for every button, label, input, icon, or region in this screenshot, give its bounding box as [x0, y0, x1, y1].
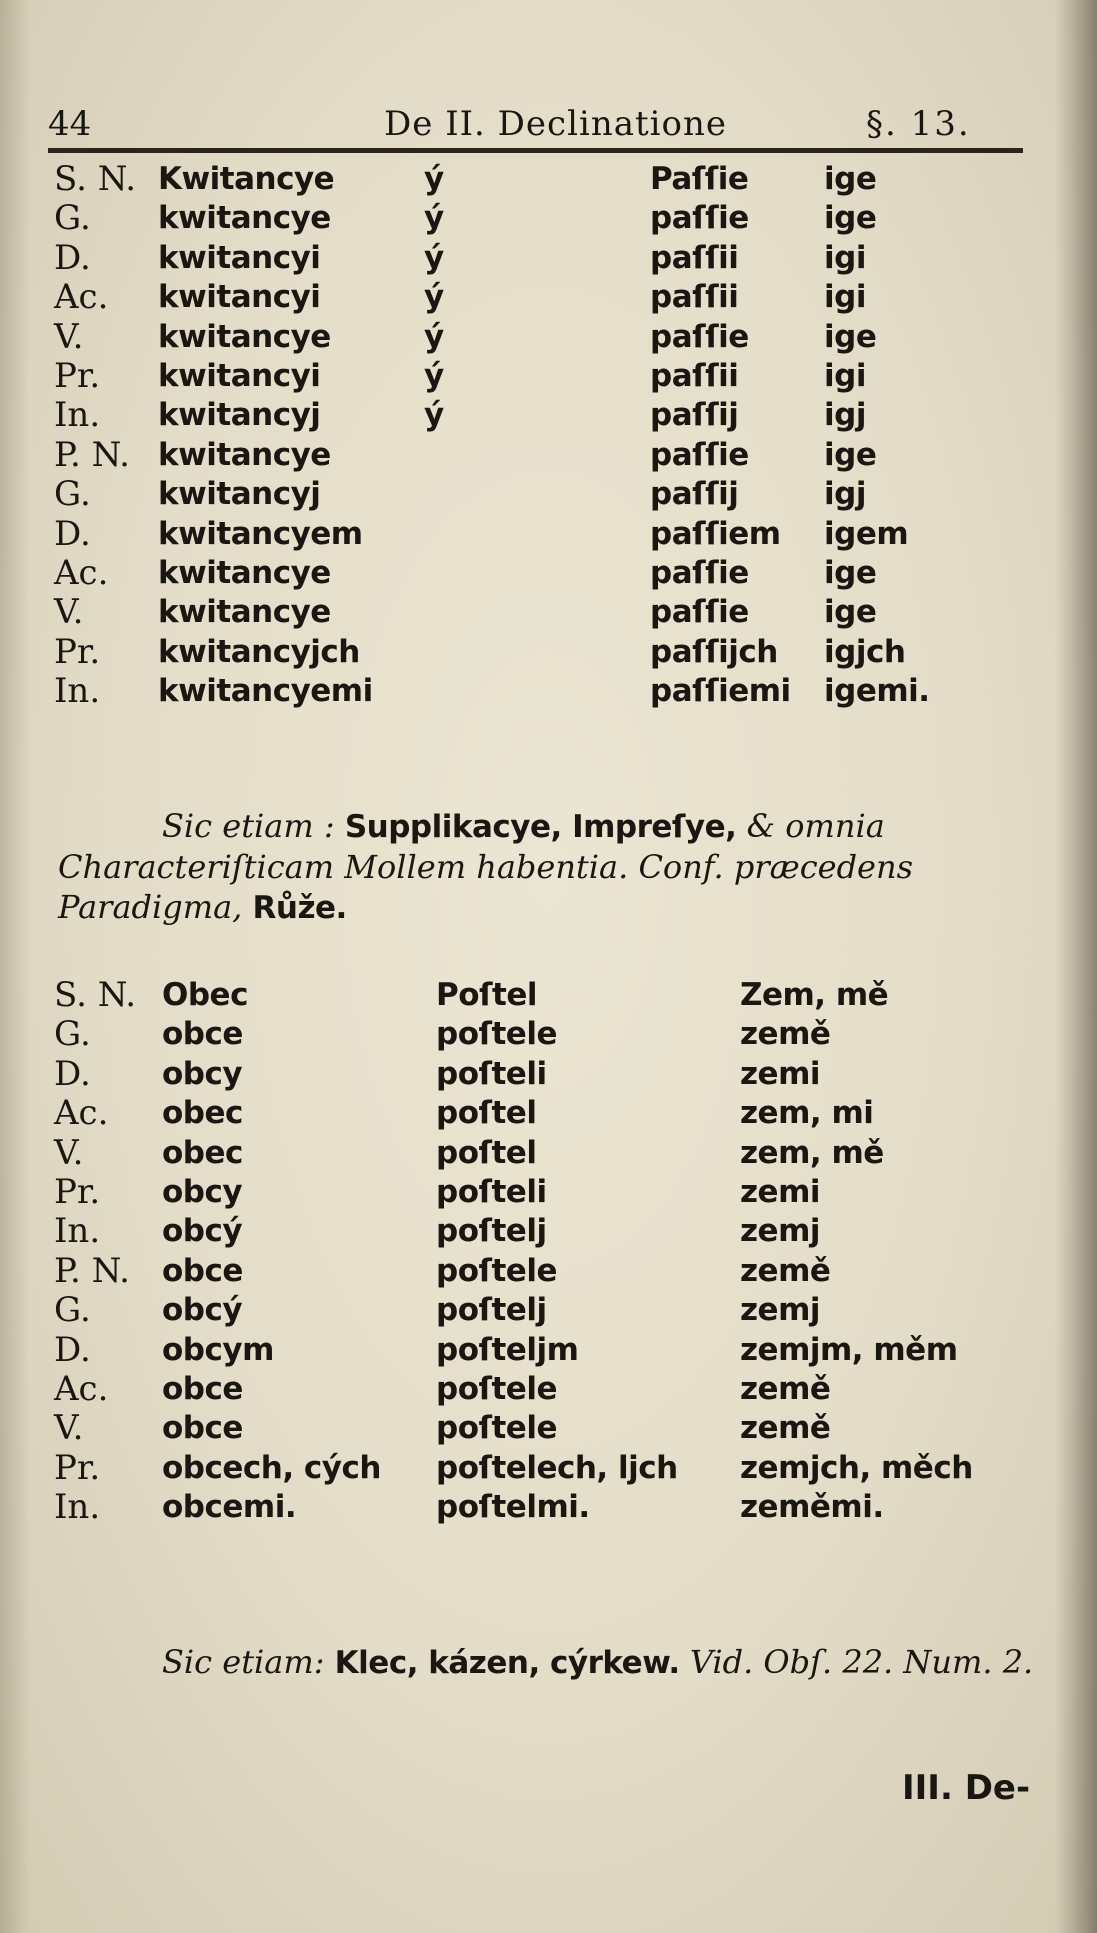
note-example-words: Klec, kázen, cýrkew. — [334, 1645, 680, 1681]
table-row — [50, 1370, 1010, 1409]
form-postel: poſtelech, ljch — [436, 1449, 678, 1486]
form-obec: obce — [162, 1410, 243, 1447]
table-row — [50, 1449, 1010, 1488]
table-row — [50, 1291, 1010, 1330]
table-row — [50, 357, 1010, 396]
form-passie: paſſii — [650, 239, 739, 276]
form-zem: zeměmi. — [740, 1489, 884, 1526]
form-postel: poſtele — [436, 1370, 557, 1407]
form-postel: poſtel — [436, 1095, 537, 1132]
case-label: Pr. — [54, 1171, 101, 1212]
form-passie: paſſijch — [650, 633, 778, 670]
form-obec: obec — [162, 1095, 243, 1132]
form-kwitancye: kwitancye — [158, 200, 331, 237]
table-row — [50, 672, 1010, 711]
page-edge-shadow — [1055, 0, 1097, 1933]
table-row — [50, 1015, 1010, 1054]
catchword: III. De- — [902, 1768, 1031, 1808]
form-ending-ige: ige — [824, 318, 877, 355]
case-label: Pr. — [54, 1447, 101, 1488]
table-row — [50, 1212, 1010, 1251]
form-obec: obce — [162, 1252, 243, 1289]
form-passie: paſſij — [650, 476, 739, 513]
form-obec: obcý — [162, 1292, 243, 1329]
form-kwitancye: kwitancye — [158, 554, 331, 591]
case-label: Pr. — [54, 355, 101, 396]
form-zem: země — [740, 1410, 831, 1447]
form-kwitancye: kwitancyi — [158, 239, 321, 276]
case-label: Ac. — [54, 277, 109, 318]
form-ending-ige: igi — [824, 357, 866, 394]
case-label: In. — [54, 671, 101, 712]
form-obec: obcý — [162, 1213, 243, 1250]
form-zem: zemi — [740, 1173, 820, 1210]
case-label: D. — [54, 1329, 91, 1370]
form-zem: zemj — [740, 1292, 820, 1329]
form-zem: zem, mě — [740, 1134, 884, 1171]
table-row — [50, 1055, 1010, 1094]
form-ending-ige: ige — [824, 436, 877, 473]
table-row — [50, 1409, 1010, 1448]
note-lead: Sic etiam: — [162, 1643, 325, 1681]
case-label: V. — [54, 316, 84, 357]
form-postel: poſtelmi. — [436, 1489, 590, 1526]
form-kwitancye: kwitancyem — [158, 515, 363, 552]
form-postel: poſtele — [436, 1016, 557, 1053]
header-rule — [48, 148, 1023, 153]
form-zem: zemj — [740, 1213, 820, 1250]
case-label: G. — [54, 1014, 91, 1055]
form-ending-y: ý — [424, 200, 444, 237]
table-row — [50, 1094, 1010, 1133]
note-lead: Sic etiam : — [162, 807, 335, 845]
form-kwitancye: kwitancyi — [158, 279, 321, 316]
form-obec: obec — [162, 1134, 243, 1171]
case-label: P. N. — [54, 434, 130, 475]
running-head-title: De II. Declinatione — [384, 104, 728, 144]
note-example-word: Růže. — [252, 890, 347, 926]
paradigm-table-obec — [50, 976, 1010, 1527]
table-row — [50, 1488, 1010, 1527]
note-sic-etiam-1 — [58, 806, 1038, 928]
form-zem: Zem, mě — [740, 977, 889, 1013]
case-label: Pr. — [54, 631, 101, 672]
form-postel: poſtele — [436, 1410, 557, 1447]
case-label: P. N. — [54, 1250, 130, 1291]
form-postel: poſteljm — [436, 1331, 579, 1368]
form-postel: Poſtel — [436, 977, 537, 1013]
table-row — [50, 475, 1010, 514]
form-zem: zemjm, měm — [740, 1331, 958, 1368]
table-row — [50, 554, 1010, 593]
form-obec: obcemi. — [162, 1489, 297, 1526]
form-zem: země — [740, 1370, 831, 1407]
page-gutter-shadow — [0, 0, 30, 1933]
case-label: In. — [54, 1487, 101, 1528]
form-passie: paſſii — [650, 279, 739, 316]
form-passie: paſſie — [650, 554, 749, 591]
form-passie: paſſie — [650, 200, 749, 237]
table-row — [50, 1252, 1010, 1291]
form-zem: zem, mi — [740, 1095, 874, 1132]
form-ending-ige: igemi. — [824, 673, 930, 710]
form-zem: zemjch, měch — [740, 1449, 973, 1486]
case-label: V. — [54, 1408, 84, 1449]
table-row — [50, 593, 1010, 632]
table-row — [50, 1173, 1010, 1212]
form-kwitancye: Kwitancye — [158, 161, 335, 197]
form-obec: obcym — [162, 1331, 274, 1368]
form-passie: Paſſie — [650, 161, 749, 197]
form-passie: paſſii — [650, 357, 739, 394]
form-passie: paſſie — [650, 436, 749, 473]
form-kwitancye: kwitancyi — [158, 357, 321, 394]
page-number: 44 — [48, 104, 92, 144]
case-label: V. — [54, 1132, 84, 1173]
form-ending-ige: ige — [824, 554, 877, 591]
section-marker: §. 13. — [866, 104, 971, 144]
case-label: G. — [54, 474, 91, 515]
table-row — [50, 318, 1010, 357]
form-zem: země — [740, 1252, 831, 1289]
table-row — [50, 436, 1010, 475]
form-ending-y: ý — [424, 397, 444, 434]
note-text: & omnia Characteriſticam Mollem habentia. Conf. præcedens Paradigma, — [58, 807, 914, 926]
form-postel: poſtele — [436, 1252, 557, 1289]
case-label: G. — [54, 1290, 91, 1331]
form-kwitancye: kwitancyemi — [158, 673, 373, 710]
form-ending-ige: igem — [824, 515, 909, 552]
form-ending-ige: ige — [824, 594, 877, 631]
form-obec: obce — [162, 1370, 243, 1407]
form-passie: paſſie — [650, 318, 749, 355]
case-label: Ac. — [54, 552, 109, 593]
form-postel: poſtel — [436, 1134, 537, 1171]
case-label: Ac. — [54, 1093, 109, 1134]
case-label: In. — [54, 1211, 101, 1252]
table-row — [50, 1331, 1010, 1370]
form-kwitancye: kwitancyjch — [158, 633, 360, 670]
case-label: D. — [54, 513, 91, 554]
table-row — [50, 396, 1010, 435]
paradigm-table-kwitancye — [50, 160, 1010, 711]
form-ending-y: ý — [424, 161, 444, 197]
table-row — [50, 976, 1010, 1015]
form-kwitancye: kwitancyj — [158, 476, 321, 513]
form-zem: země — [740, 1016, 831, 1053]
form-postel: poſtelj — [436, 1213, 547, 1250]
form-ending-ige: igi — [824, 239, 866, 276]
table-row — [50, 239, 1010, 278]
form-ending-ige: igj — [824, 397, 866, 434]
form-obec: obcech, cých — [162, 1449, 381, 1486]
form-obec: obcy — [162, 1055, 243, 1092]
form-ending-y: ý — [424, 357, 444, 394]
form-passie: paſſiem — [650, 515, 781, 552]
form-kwitancye: kwitancye — [158, 594, 331, 631]
case-label: S. N. — [54, 975, 137, 1015]
case-label: V. — [54, 592, 84, 633]
form-passie: paſſie — [650, 594, 749, 631]
table-row — [50, 1134, 1010, 1173]
form-ending-y: ý — [424, 318, 444, 355]
form-kwitancye: kwitancye — [158, 318, 331, 355]
case-label: D. — [54, 237, 91, 278]
note-reference: Vid. Obſ. 22. Num. 2. — [689, 1643, 1034, 1681]
form-ending-y: ý — [424, 279, 444, 316]
form-ending-ige: ige — [824, 161, 877, 197]
note-example-words: Supplikacye, Impreſye, — [344, 809, 737, 845]
form-kwitancye: kwitancye — [158, 436, 331, 473]
running-head — [48, 98, 1023, 148]
form-obec: obcy — [162, 1173, 243, 1210]
table-row — [50, 515, 1010, 554]
form-ending-ige: igj — [824, 476, 866, 513]
note-sic-etiam-2 — [58, 1642, 1038, 1683]
form-obec: Obec — [162, 977, 248, 1013]
form-ending-ige: igjch — [824, 633, 906, 670]
form-ending-ige: ige — [824, 200, 877, 237]
case-label: S. N. — [54, 159, 137, 199]
form-obec: obce — [162, 1016, 243, 1053]
case-label: Ac. — [54, 1368, 109, 1409]
form-passie: paſſiemi — [650, 673, 791, 710]
form-kwitancye: kwitancyj — [158, 397, 321, 434]
case-label: D. — [54, 1053, 91, 1094]
table-row — [50, 199, 1010, 238]
case-label: In. — [54, 395, 101, 436]
table-row — [50, 160, 1010, 199]
table-row — [50, 633, 1010, 672]
form-zem: zemi — [740, 1055, 820, 1092]
form-postel: poſtelj — [436, 1292, 547, 1329]
case-label: G. — [54, 198, 91, 239]
form-postel: poſteli — [436, 1173, 547, 1210]
form-passie: paſſij — [650, 397, 739, 434]
form-postel: poſteli — [436, 1055, 547, 1092]
table-row — [50, 278, 1010, 317]
form-ending-y: ý — [424, 239, 444, 276]
form-ending-ige: igi — [824, 279, 866, 316]
